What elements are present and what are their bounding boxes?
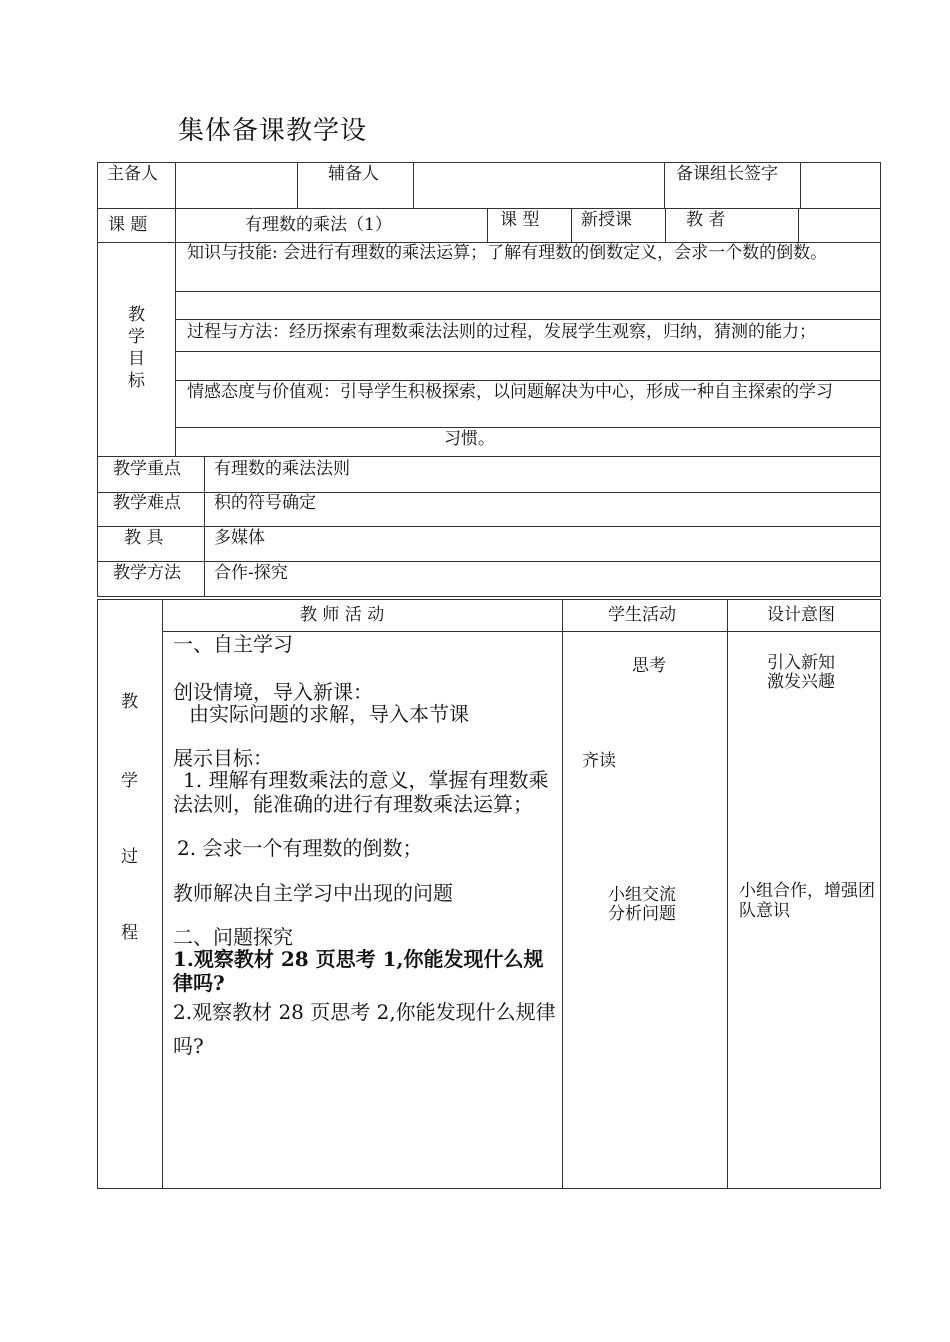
teacher-label: 教 者 <box>686 210 726 230</box>
table-left-border <box>97 162 98 597</box>
document-title: 集体备课教学设 <box>178 116 368 146</box>
process-bottom-border <box>97 1188 881 1189</box>
topic-label: 课 题 <box>108 215 148 235</box>
section-inquiry: 二、问题探究 <box>173 925 293 949</box>
objective-process: 过程与方法：经历探索有理数乘法法则的过程，发展学生观察，归纳，猜测的能力； <box>187 322 816 342</box>
row-divider <box>97 208 881 209</box>
col-divider <box>297 162 298 208</box>
objective-attitude: 情感态度与价值观：引导学生积极探索，以问题解决为中心，形成一种自主探索的学习 <box>187 382 833 402</box>
process-top-border <box>97 599 881 600</box>
question-1: 1.观察教材 28 页思考 1,你能发现什么规律吗? <box>173 947 544 995</box>
design-intro: 引入新知 <box>767 653 835 673</box>
resolve-problems: 教师解决自主学习中出现的问题 <box>173 881 453 905</box>
method-label: 教学方法 <box>113 563 181 583</box>
process-label-char: 程 <box>121 923 138 943</box>
col-divider <box>413 162 414 208</box>
tools-label: 教 具 <box>124 528 164 548</box>
student-group: 小组交流 <box>608 885 676 905</box>
row-divider <box>175 427 881 428</box>
student-think: 思考 <box>632 656 666 676</box>
row-divider <box>175 319 881 320</box>
objective-knowledge: 知识与技能: 会进行有理数的乘法运算；了解有理数的倒数定义，会求一个数的倒数。 <box>187 243 828 263</box>
col-divider <box>562 599 563 1189</box>
col-divider <box>175 208 176 242</box>
col-divider <box>204 456 205 596</box>
col-divider <box>175 162 176 208</box>
row-divider <box>175 291 881 292</box>
assistant-preparer-label: 辅备人 <box>328 164 379 184</box>
tools-value: 多媒体 <box>214 528 265 548</box>
goal-1: 1. 理解有理数乘法的意义，掌握有理数乘法法则，能准确的进行有理数乘法运算； <box>173 768 549 816</box>
process-label-char: 学 <box>121 771 138 791</box>
col-header-teacher: 教 师 活 动 <box>300 605 385 625</box>
method-value: 合作-探究 <box>214 563 288 583</box>
student-analyze: 分析问题 <box>608 904 676 924</box>
col-header-student: 学生活动 <box>608 605 676 625</box>
col-divider <box>162 599 163 1189</box>
row-divider <box>175 351 881 352</box>
objective-attitude-cont: 习惯。 <box>444 429 495 449</box>
lesson-type-label: 课 型 <box>500 210 540 230</box>
objectives-label: 教学目标 <box>128 305 145 391</box>
col-divider <box>487 208 488 242</box>
col-divider <box>571 208 572 242</box>
col-header-design: 设计意图 <box>767 605 835 625</box>
process-left-border <box>97 599 98 1189</box>
key-point-label: 教学重点 <box>113 459 181 479</box>
design-interest: 激发兴趣 <box>767 672 835 692</box>
row-divider <box>97 596 881 597</box>
section-self-study: 一、自主学习 <box>173 632 293 656</box>
main-preparer-label: 主备人 <box>107 164 158 184</box>
col-divider <box>175 242 176 456</box>
col-divider <box>800 162 801 208</box>
col-divider <box>798 208 799 242</box>
key-point-value: 有理数的乘法法则 <box>214 459 350 479</box>
col-divider <box>664 162 665 208</box>
goals-heading: 展示目标： <box>173 746 273 770</box>
difficulty-value: 积的符号确定 <box>214 493 316 513</box>
col-divider <box>665 208 666 242</box>
process-label-char: 教 <box>121 692 138 712</box>
design-teamwork: 小组合作，增强团队意识 <box>739 881 875 921</box>
col-divider <box>727 599 728 1189</box>
process-label-char: 过 <box>121 847 138 867</box>
intro-body: 由实际问题的求解，导入本节课 <box>189 702 469 726</box>
student-read: 齐读 <box>582 751 616 771</box>
goal-2: 2. 会求一个有理数的倒数； <box>177 836 423 860</box>
topic-value: 有理数的乘法（1） <box>245 215 392 235</box>
intro-heading: 创设情境，导入新课： <box>173 680 373 704</box>
lesson-type-value: 新授课 <box>581 210 632 230</box>
process-right-border <box>880 599 881 1189</box>
row-divider <box>97 456 881 457</box>
difficulty-label: 教学难点 <box>113 493 181 513</box>
question-2: 2.观察教材 28 页思考 2,你能发现什么规律吗? <box>173 1000 556 1058</box>
leader-sign-label: 备课组长签字 <box>676 164 778 184</box>
